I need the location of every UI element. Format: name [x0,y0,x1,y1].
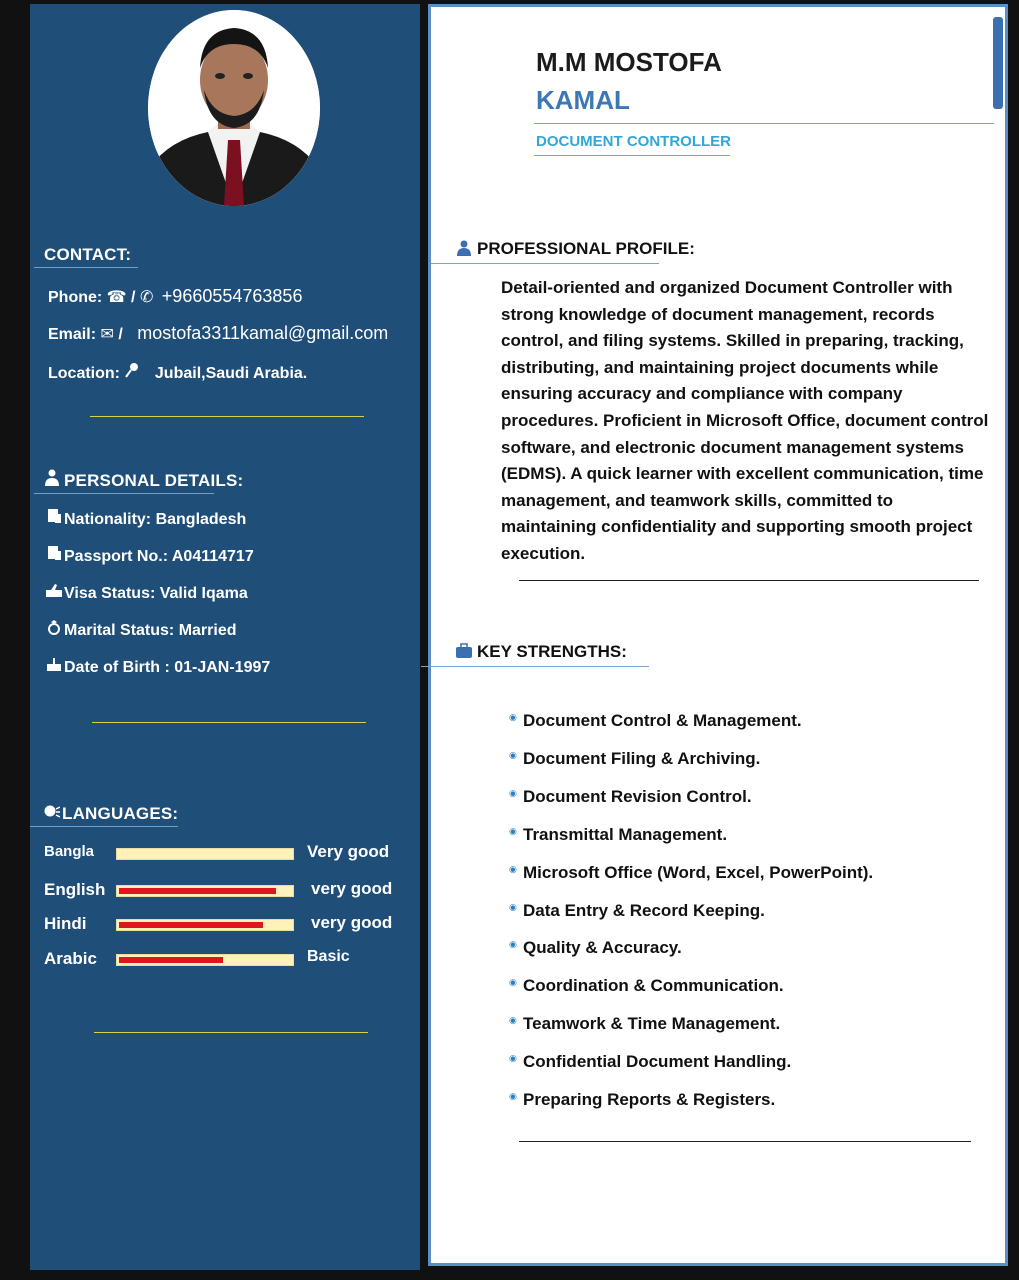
bullet-icon: ◉ [509,826,517,836]
personal-detail-label: Marital Status: Married [64,622,237,639]
bullet-icon: ◉ [509,939,517,949]
scrollbar-thumb[interactable] [993,17,1003,109]
email-value[interactable]: mostofa3311kamal@gmail.com [137,323,389,343]
bullet-icon: ◉ [509,788,517,798]
strength-item [509,711,802,731]
profile-rule [519,580,979,581]
language-level-fill [119,922,263,928]
language-level-fill [119,888,276,894]
main-panel [428,4,1008,1266]
strength-item [509,825,727,845]
location-value: Jubail,Saudi Arabia. [154,365,308,382]
personal-divider [92,722,366,723]
location-pin-icon [124,362,142,383]
language-name: English [44,880,106,899]
profile-heading: PROFESSIONAL PROFILE: [455,239,695,259]
personal-detail-label: Date of Birth : 01-JAN-1997 [64,659,271,676]
personal-details-heading: PERSONAL DETAILS: [44,469,243,491]
strength-label: Preparing Reports & Registers. [523,1090,776,1109]
language-name: Bangla [44,843,95,860]
strength-label: Data Entry & Record Keeping. [523,901,765,920]
personal-detail-row [44,619,236,640]
strength-item [509,901,765,921]
personal-heading-underline [34,493,214,494]
strength-label: Confidential Document Handling. [523,1052,792,1071]
languages-heading: LANGUAGES: [44,804,178,824]
strength-label: Coordination & Communication. [523,976,784,995]
language-level-bar [116,954,294,966]
visa-icon [44,582,64,602]
personal-detail-label: Nationality: Bangladesh [64,511,247,528]
name-line-2: KAMAL [536,85,630,115]
language-level-label: very good [311,879,393,898]
strength-item [509,863,873,883]
passport-icon [44,545,64,565]
personal-detail-label: Visa Status: Valid Iqama [64,585,248,602]
language-name: Arabic [44,949,97,968]
strength-item [509,1052,791,1072]
bullet-icon: ◉ [509,750,517,760]
job-title-underline [534,155,730,156]
strength-label: Microsoft Office (Word, Excel, PowerPoint). [523,863,874,882]
language-level-bar [116,848,294,860]
speech-icon [44,804,62,824]
language-level-bar [116,919,294,931]
location-label: Location: [48,365,120,382]
strengths-heading-underline [421,666,649,667]
bullet-icon: ◉ [509,712,517,722]
strength-label: Transmittal Management. [523,825,728,844]
location-row [48,362,307,383]
personal-detail-row [44,545,254,566]
sidebar [30,4,420,1270]
language-level-label: very good [311,913,393,932]
language-name: Hindi [44,914,87,933]
email-label: Email: [48,326,97,343]
languages-divider [94,1032,368,1033]
strength-item [509,938,682,958]
name-underline [534,123,994,124]
personal-detail-row [44,656,270,677]
cake-icon [44,656,64,676]
strength-label: Quality & Accuracy. [523,938,682,957]
name-line-1: M.M MOSTOFA [536,47,722,77]
strength-label: Document Filing & Archiving. [523,749,761,768]
briefcase-icon [455,643,473,659]
bullet-icon: ◉ [509,864,517,874]
strength-label: Teamwork & Time Management. [523,1014,781,1033]
language-level-label: Basic [307,948,350,965]
strength-item [509,1014,780,1034]
contact-heading-underline [34,267,138,268]
profile-photo [148,10,320,206]
profile-text: Detail-oriented and organized Document Controller with strong knowledge of document management, records control, and filing systems. Skilled in preparing, tracking, distributing, and maintaining project documents while ensuring accuracy and compliance with company procedures. Proficient in Microsoft Office, document control software, and electronic document management systems (EDMS). A quick learner with excellent communication, time management, and teamwork skills, committed to maintaining confidentiality and supporting smooth project execution. [501,278,989,563]
strength-item [509,749,760,769]
contact-divider [90,416,364,417]
personal-detail-label: Passport No.: A04114717 [64,548,254,565]
strengths-heading: KEY STRENGTHS: [455,642,627,662]
language-level-bar [116,885,294,897]
languages-heading-underline [30,826,178,827]
ring-icon [44,619,64,639]
email-icon: ✉ / [100,326,123,343]
profile-heading-underline [431,263,659,264]
bullet-icon: ◉ [509,977,517,987]
strength-label: Document Revision Control. [523,787,752,806]
strength-item [509,1090,775,1110]
strength-item [509,976,784,996]
personal-detail-row [44,508,246,529]
person-icon [455,240,473,256]
bullet-icon: ◉ [509,902,517,912]
contact-heading: CONTACT: [44,245,132,264]
strengths-rule [519,1141,971,1142]
passport-icon [44,508,64,528]
strength-item [509,787,752,807]
personal-detail-row [44,582,248,603]
job-title: DOCUMENT CONTROLLER [536,133,731,150]
language-level-label: Very good [307,842,390,861]
email-row [48,323,388,344]
bullet-icon: ◉ [509,1091,517,1101]
phone-label: Phone: [48,289,103,306]
strength-label: Document Control & Management. [523,711,802,730]
phone-icon: ☎ / ✆ [106,289,154,306]
bullet-icon: ◉ [509,1015,517,1025]
phone-value[interactable]: +9660554763856 [161,286,303,306]
phone-row [48,286,302,307]
language-level-fill [119,957,223,963]
bullet-icon: ◉ [509,1053,517,1063]
person-icon [44,469,64,491]
